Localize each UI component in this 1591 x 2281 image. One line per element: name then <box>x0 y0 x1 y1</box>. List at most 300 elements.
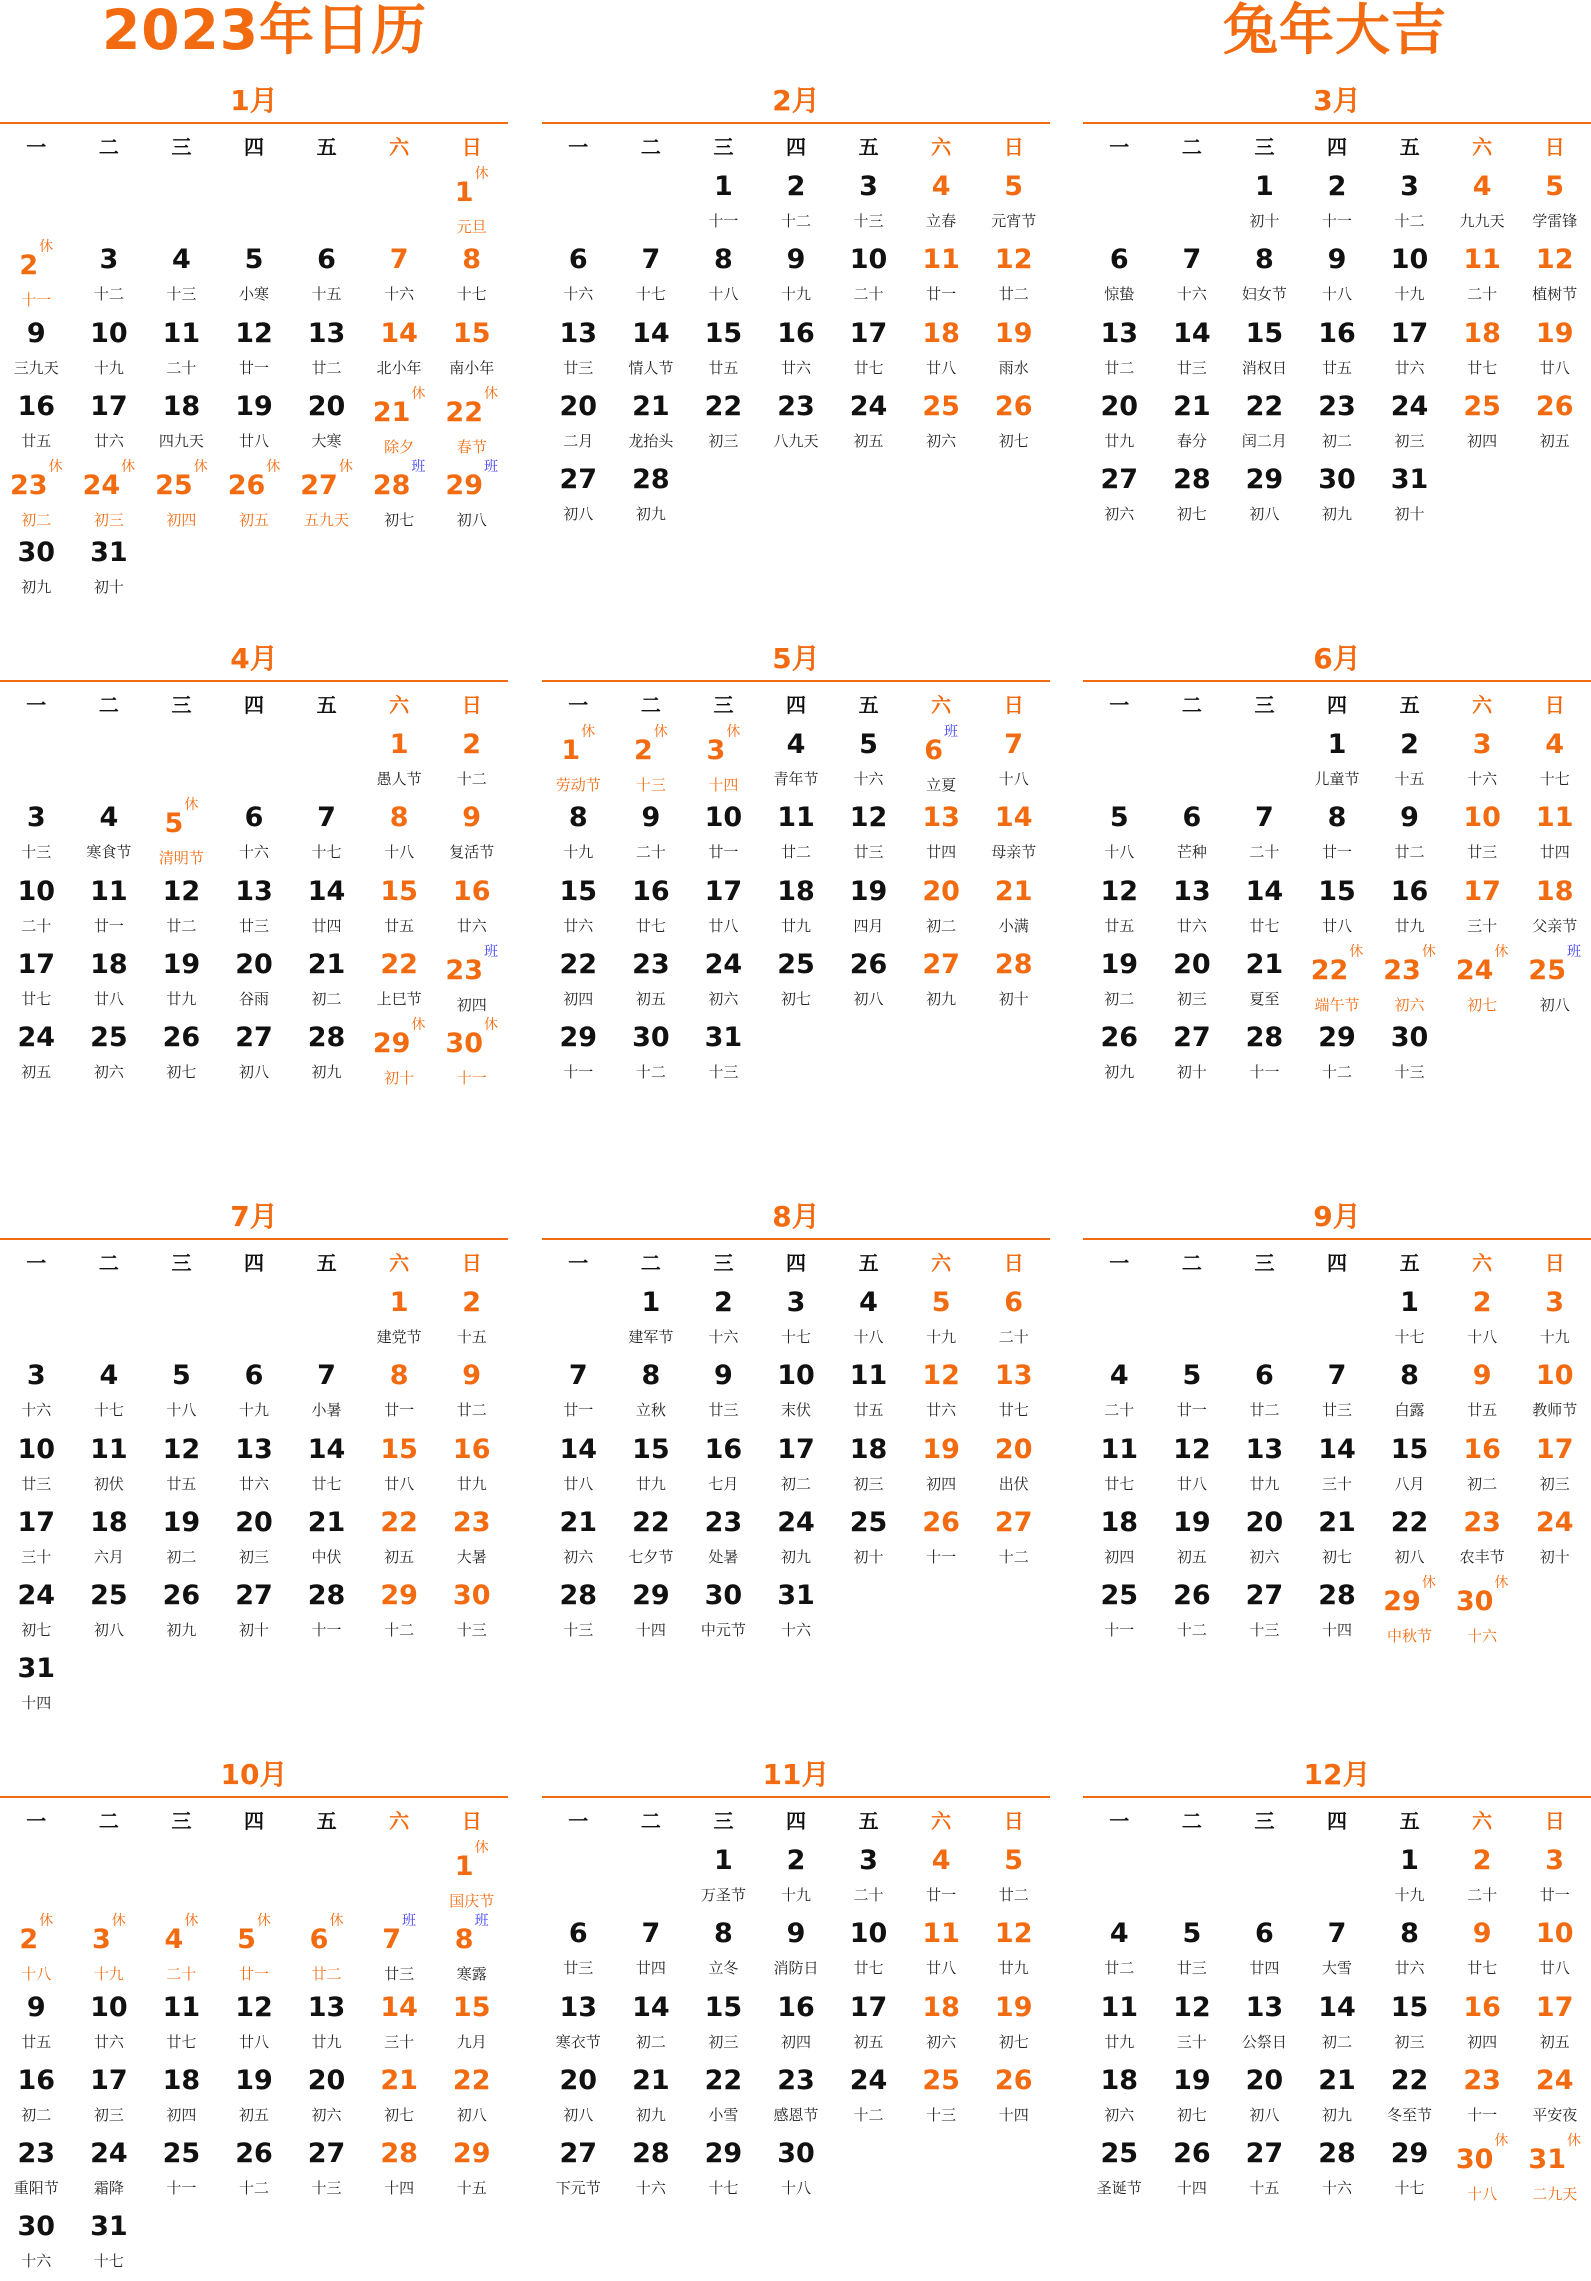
lunar-label: 初六 <box>563 1547 594 1566</box>
weekday-label: 日 <box>1003 1251 1024 1275</box>
day-cell <box>1156 1430 1229 1503</box>
day-number: $22^休$ <box>445 385 498 428</box>
lunar-label: 十三 <box>635 776 666 794</box>
day-cell <box>1228 240 1301 313</box>
day-number: 25 <box>1100 1580 1139 1612</box>
lunar-label: 初六 <box>1104 2105 1135 2124</box>
day-cell <box>542 2061 615 2134</box>
month-title: 4月 <box>0 638 508 682</box>
lunar-label: 消权日 <box>1241 358 1287 377</box>
day-cell <box>1301 460 1374 533</box>
day-cell <box>687 1430 760 1503</box>
lunar-label: 十二 <box>238 2179 269 2198</box>
lunar-label: 龙抬头 <box>628 431 674 450</box>
lunar-label: 十一 <box>1467 2105 1498 2124</box>
day-number: 13 <box>994 1360 1033 1392</box>
weekday-label: 四 <box>244 693 265 717</box>
day-number: 18 <box>162 390 201 422</box>
day-cell <box>615 1018 688 1091</box>
day-number: 10 <box>1390 244 1429 276</box>
day-number: 12 <box>1173 1991 1211 2023</box>
day-cell <box>290 240 363 313</box>
day-cell <box>542 1503 615 1576</box>
day-cell <box>290 798 363 871</box>
day-cell <box>1518 945 1591 1018</box>
lunar-label: 廿一 <box>238 1965 269 1984</box>
day-number: $3^休$ <box>706 724 741 766</box>
day-cell <box>1446 2061 1519 2134</box>
empty-cell <box>542 1841 615 1914</box>
day-cell <box>1373 1503 1446 1576</box>
lunar-label: 十三 <box>853 212 884 230</box>
weekday-header <box>542 682 1050 725</box>
day-cell <box>760 167 833 240</box>
day-cell <box>760 240 833 313</box>
weekday-label: 三 <box>1254 135 1275 159</box>
lunar-label: 四九天 <box>158 431 204 450</box>
lunar-label: 十八 <box>708 285 739 304</box>
month-title: 5月 <box>542 638 1050 682</box>
month-title: 12月 <box>1083 1754 1591 1798</box>
day-cell <box>363 1283 436 1356</box>
day-cell <box>1518 872 1591 945</box>
day-number: 7 <box>1327 1918 1347 1950</box>
lunar-label: 夏至 <box>1249 989 1280 1008</box>
lunar-label: 廿二 <box>780 843 811 862</box>
day-number: $2^休$ <box>19 239 54 282</box>
empty-cell <box>218 1841 291 1914</box>
day-number: 14 <box>307 1433 346 1465</box>
weekday-label: 四 <box>786 1251 807 1275</box>
lunar-label: 初三 <box>1539 1474 1570 1493</box>
day-number: 31 <box>777 1580 815 1612</box>
day-number: $4^休$ <box>164 1913 199 1956</box>
day-cell <box>145 2134 218 2207</box>
day-cell <box>542 460 615 533</box>
lunar-label: 初七 <box>384 511 415 530</box>
day-number: 26 <box>994 390 1033 422</box>
lunar-label: 二十 <box>635 843 666 862</box>
weekday-label: 一 <box>26 1251 47 1275</box>
lunar-label: 十六 <box>563 285 594 304</box>
day-cell <box>687 1283 760 1356</box>
day-cell <box>145 2061 218 2134</box>
day-cell <box>977 1841 1050 1914</box>
day-number: 3 <box>1400 171 1419 202</box>
lunar-label: 廿八 <box>926 358 957 377</box>
weekday-label: 四 <box>1327 693 1348 717</box>
month-9 <box>1083 1196 1591 1649</box>
lunar-label: 十一 <box>166 2179 197 2198</box>
lunar-label: 十九 <box>238 1401 269 1420</box>
day-number: $26^休$ <box>227 459 281 502</box>
day-number: 14 <box>1245 875 1284 907</box>
lunar-label: 廿一 <box>384 1401 415 1420</box>
lunar-label: 二十 <box>166 1965 197 1984</box>
day-cell <box>363 1018 436 1091</box>
day-number: 27 <box>559 2138 598 2170</box>
day-cell <box>435 1576 508 1649</box>
day-number: 8 <box>1400 1918 1419 1950</box>
empty-cell <box>615 167 688 240</box>
day-number: 9 <box>786 244 806 276</box>
day-cell <box>687 1914 760 1987</box>
empty-cell <box>1301 1283 1374 1356</box>
day-cell <box>1518 798 1591 871</box>
day-number: 11 <box>90 875 128 907</box>
day-number: 28 <box>1173 464 1211 496</box>
day-number: 18 <box>922 1991 960 2023</box>
day-cell <box>435 167 508 240</box>
day-number: 22 <box>1245 390 1284 422</box>
weekday-label: 五 <box>1399 693 1420 717</box>
lunar-label: 廿九 <box>635 1474 666 1493</box>
lunar-label: 廿六 <box>780 358 811 377</box>
day-cell <box>1518 1283 1591 1356</box>
day-number: 17 <box>849 1991 888 2023</box>
day-number: $3^休$ <box>91 1913 126 1956</box>
lunar-label: 十六 <box>384 285 415 304</box>
day-cell <box>0 945 73 1018</box>
day-number: 8 <box>462 244 482 276</box>
day-number: 13 <box>1173 875 1211 907</box>
lunar-label: 十七 <box>1539 770 1570 788</box>
day-number: 21 <box>632 390 670 422</box>
day-number: 14 <box>307 875 346 907</box>
lunar-label: 出伏 <box>998 1474 1029 1493</box>
lunar-label: 二九天 <box>1532 2185 1578 2204</box>
lunar-label: 廿三 <box>708 1401 739 1420</box>
day-number: 31 <box>90 2211 128 2243</box>
day-number: 21 <box>632 2064 670 2096</box>
day-cell <box>1228 1988 1301 2061</box>
lunar-label: 初四 <box>780 2032 811 2051</box>
lunar-label: 初七 <box>1176 2105 1207 2124</box>
lunar-label: 二十 <box>21 916 52 935</box>
day-cell <box>832 1841 905 1914</box>
day-number: 13 <box>1100 317 1139 349</box>
day-number: 29 <box>380 1580 418 1612</box>
lunar-label: 初三 <box>853 1474 884 1493</box>
empty-cell <box>290 1841 363 1914</box>
day-number: 13 <box>1245 1433 1284 1465</box>
weekday-header <box>0 1240 508 1283</box>
day-cell <box>435 1841 508 1914</box>
weekday-label: 六 <box>1472 135 1493 159</box>
day-cell <box>1228 872 1301 945</box>
weekday-header <box>1083 682 1591 725</box>
weekday-label: 四 <box>786 1809 807 1833</box>
day-cell <box>832 387 905 460</box>
lunar-label: 廿一 <box>1539 1886 1570 1904</box>
day-cell <box>363 872 436 945</box>
day-number: 11 <box>162 1991 201 2023</box>
day-cell <box>905 872 978 945</box>
day-cell <box>1301 1576 1374 1649</box>
day-cell <box>290 1503 363 1576</box>
lunar-label: 十八 <box>853 1328 884 1346</box>
day-number: 13 <box>559 1991 598 2023</box>
day-cell <box>0 1988 73 2061</box>
day-cell <box>1228 1576 1301 1649</box>
day-number: $23^休$ <box>9 459 63 502</box>
empty-cell <box>1083 1283 1156 1356</box>
lunar-label: 初二 <box>311 989 342 1008</box>
lunar-label: 十一 <box>456 1069 487 1088</box>
day-number: 19 <box>162 1506 201 1538</box>
day-number: 4 <box>1109 1360 1129 1392</box>
month-8 <box>542 1196 1050 1649</box>
day-number: 6 <box>317 244 336 276</box>
lunar-label: 廿二 <box>1249 1401 1280 1420</box>
rest-tag: 休 <box>411 1017 426 1034</box>
lunar-label: 十二 <box>1321 1063 1352 1082</box>
day-cell <box>218 2134 291 2207</box>
month-4 <box>0 638 508 1091</box>
day-number: $30^休$ <box>445 1017 498 1060</box>
day-number: 3 <box>1472 729 1492 760</box>
day-cell <box>363 387 436 460</box>
lunar-label: 初五 <box>238 2105 269 2124</box>
weekday-label: 日 <box>461 135 482 159</box>
lunar-label: 初三 <box>1394 2032 1425 2051</box>
lunar-label: 十二 <box>1176 1621 1207 1640</box>
lunar-label: 初五 <box>853 431 884 450</box>
lunar-label: 十七 <box>780 1328 811 1346</box>
day-number: 31 <box>704 1022 743 1054</box>
day-number: 15 <box>1318 875 1356 907</box>
day-cell <box>615 945 688 1018</box>
lunar-label: 十一 <box>311 1621 342 1640</box>
day-cell <box>1301 1914 1374 1987</box>
lunar-label: 寒露 <box>456 1965 487 1984</box>
lunar-label: 十六 <box>780 1621 811 1640</box>
day-number: 27 <box>1245 2138 1284 2170</box>
day-number: 17 <box>1535 1433 1574 1465</box>
lunar-label: 十六 <box>1467 770 1498 788</box>
day-cell <box>1518 240 1591 313</box>
day-number: 10 <box>1463 802 1501 834</box>
lunar-label: 十四 <box>1321 1621 1352 1640</box>
empty-cell <box>0 1841 73 1914</box>
day-number: 10 <box>17 875 56 907</box>
day-number: 2 <box>714 1287 733 1318</box>
lunar-label: 初六 <box>93 1063 124 1082</box>
lunar-label: 廿一 <box>1321 843 1352 862</box>
lunar-label: 初七 <box>1321 1547 1352 1566</box>
day-number: 6 <box>1182 802 1202 834</box>
empty-cell <box>218 725 291 798</box>
day-number: 27 <box>235 1022 273 1054</box>
day-cell <box>1156 314 1229 387</box>
empty-cell <box>1083 725 1156 798</box>
day-cell <box>363 1988 436 2061</box>
month-7 <box>0 1196 508 1723</box>
day-number: 29 <box>704 2138 743 2170</box>
day-number: 30 <box>1318 464 1356 496</box>
day-number: 10 <box>1535 1918 1574 1950</box>
day-number: 6 <box>244 802 264 834</box>
weekday-label: 五 <box>858 1251 879 1275</box>
lunar-label: 廿五 <box>853 1401 884 1420</box>
day-cell <box>218 1576 291 1649</box>
month-title: 1月 <box>0 80 508 124</box>
month-title: 2月 <box>542 80 1050 124</box>
rest-tag: 休 <box>653 724 668 740</box>
rest-tag: 休 <box>1349 943 1364 960</box>
day-cell <box>1083 2134 1156 2207</box>
lunar-label: 白露 <box>1394 1401 1425 1420</box>
day-number: 15 <box>380 875 418 907</box>
day-cell <box>1373 1988 1446 2061</box>
month-1 <box>0 80 508 607</box>
day-number: 27 <box>1245 1580 1284 1612</box>
lunar-label: 廿二 <box>166 916 197 935</box>
weekday-label: 二 <box>640 135 661 159</box>
day-cell <box>1518 725 1591 798</box>
lunar-label: 二十 <box>853 285 884 304</box>
lunar-label: 廿六 <box>93 431 124 450</box>
lunar-label: 十六 <box>238 843 269 862</box>
day-number: 26 <box>1535 390 1574 422</box>
day-cell <box>363 1503 436 1576</box>
day-number: 17 <box>849 317 888 349</box>
empty-cell <box>542 167 615 240</box>
rest-tag: 休 <box>1566 2133 1581 2150</box>
day-number: 3 <box>26 802 46 834</box>
day-cell <box>905 1503 978 1576</box>
lunar-label: 初九 <box>311 1063 342 1082</box>
day-number: $22^休$ <box>1310 943 1364 986</box>
lunar-label: 初五 <box>21 1063 52 1082</box>
day-cell <box>73 1430 146 1503</box>
day-number: 12 <box>1535 244 1574 276</box>
day-cell <box>435 1914 508 1987</box>
lunar-label: 十二 <box>1394 212 1425 230</box>
empty-cell <box>145 167 218 240</box>
day-cell <box>435 1018 508 1091</box>
weekday-label: 三 <box>713 1809 734 1833</box>
weekday-label: 四 <box>1327 1809 1348 1833</box>
weekday-label: 日 <box>1003 693 1024 717</box>
day-cell <box>1373 1430 1446 1503</box>
day-cell <box>905 1283 978 1356</box>
day-cell <box>218 1356 291 1429</box>
lunar-label: 小雪 <box>708 2105 739 2124</box>
lunar-label: 初十 <box>1249 212 1280 230</box>
day-number: 31 <box>17 1653 56 1685</box>
day-cell <box>0 460 73 533</box>
month-3 <box>1083 80 1591 533</box>
month-title: 7月 <box>0 1196 508 1240</box>
day-number: 16 <box>452 1433 491 1465</box>
day-cell <box>218 460 291 533</box>
lunar-label: 教师节 <box>1532 1401 1578 1420</box>
day-cell <box>218 1503 291 1576</box>
day-number: 24 <box>704 948 743 980</box>
lunar-label: 廿八 <box>563 1474 594 1493</box>
lunar-label: 父亲节 <box>1532 916 1578 935</box>
lunar-label: 初六 <box>311 2105 342 2124</box>
rest-tag: 休 <box>193 459 208 476</box>
day-cell <box>0 1576 73 1649</box>
day-number: 8 <box>389 1360 409 1392</box>
day-cell <box>1301 2134 1374 2207</box>
day-cell <box>218 1430 291 1503</box>
day-cell <box>363 1356 436 1429</box>
empty-cell <box>0 167 73 240</box>
day-number: 12 <box>922 1360 960 1392</box>
day-cell <box>1156 1914 1229 1987</box>
day-number: 10 <box>849 244 888 276</box>
day-number: 22 <box>380 1506 418 1538</box>
day-cell <box>1446 1988 1519 2061</box>
lunar-label: 廿六 <box>93 2032 124 2051</box>
empty-cell <box>363 1841 436 1914</box>
day-cell <box>760 945 833 1018</box>
weekday-label: 二 <box>640 1809 661 1833</box>
day-number: 17 <box>1390 317 1429 349</box>
weekday-label: 日 <box>1544 1809 1565 1833</box>
lunar-label: 廿一 <box>93 916 124 935</box>
day-number: 8 <box>1400 1360 1419 1392</box>
lunar-label: 廿七 <box>1467 358 1498 377</box>
lunar-label: 初八 <box>456 2105 487 2124</box>
lunar-label: 廿四 <box>1249 1959 1280 1978</box>
day-cell <box>0 2134 73 2207</box>
day-number: 25 <box>1463 390 1501 422</box>
lunar-label: 十六 <box>1467 1627 1498 1646</box>
weekday-label: 三 <box>171 693 192 717</box>
lunar-label: 下元节 <box>555 2179 601 2198</box>
lunar-label: 端午节 <box>1314 995 1360 1014</box>
lunar-label: 十三 <box>311 2179 342 2198</box>
weekday-label: 四 <box>244 1809 265 1833</box>
day-cell <box>290 1430 363 1503</box>
lunar-label: 闰二月 <box>1241 431 1287 450</box>
lunar-label: 廿二 <box>311 1965 342 1984</box>
day-cell <box>1083 314 1156 387</box>
day-number: 2 <box>1472 1845 1492 1876</box>
day-number: $8^班$ <box>454 1913 489 1956</box>
rest-tag: 休 <box>338 459 353 476</box>
lunar-label: 十七 <box>1394 2179 1425 2198</box>
lunar-label: 十四 <box>1176 2179 1207 2198</box>
lunar-label: 廿八 <box>93 989 124 1008</box>
day-cell <box>1228 167 1301 240</box>
day-cell <box>435 240 508 313</box>
weekday-label: 一 <box>26 693 47 717</box>
day-number: 23 <box>632 948 670 980</box>
day-cell <box>832 2061 905 2134</box>
day-cell <box>832 1283 905 1356</box>
month-5 <box>542 638 1050 1091</box>
lunar-label: 十三 <box>1394 1063 1425 1082</box>
day-number: 15 <box>1390 1433 1429 1465</box>
day-number: 16 <box>17 390 56 422</box>
lunar-label: 初十 <box>1394 505 1425 524</box>
day-number: 22 <box>452 2064 491 2096</box>
day-number: 29 <box>559 1022 598 1054</box>
lunar-label: 廿七 <box>166 2032 197 2051</box>
lunar-label: 初九 <box>1321 505 1352 524</box>
day-cell <box>1373 1576 1446 1649</box>
lunar-label: 劳动节 <box>555 776 601 794</box>
lunar-label: 初七 <box>166 1063 197 1082</box>
day-cell <box>1156 1988 1229 2061</box>
day-cell <box>73 1356 146 1429</box>
lunar-label: 廿九 <box>1394 916 1425 935</box>
